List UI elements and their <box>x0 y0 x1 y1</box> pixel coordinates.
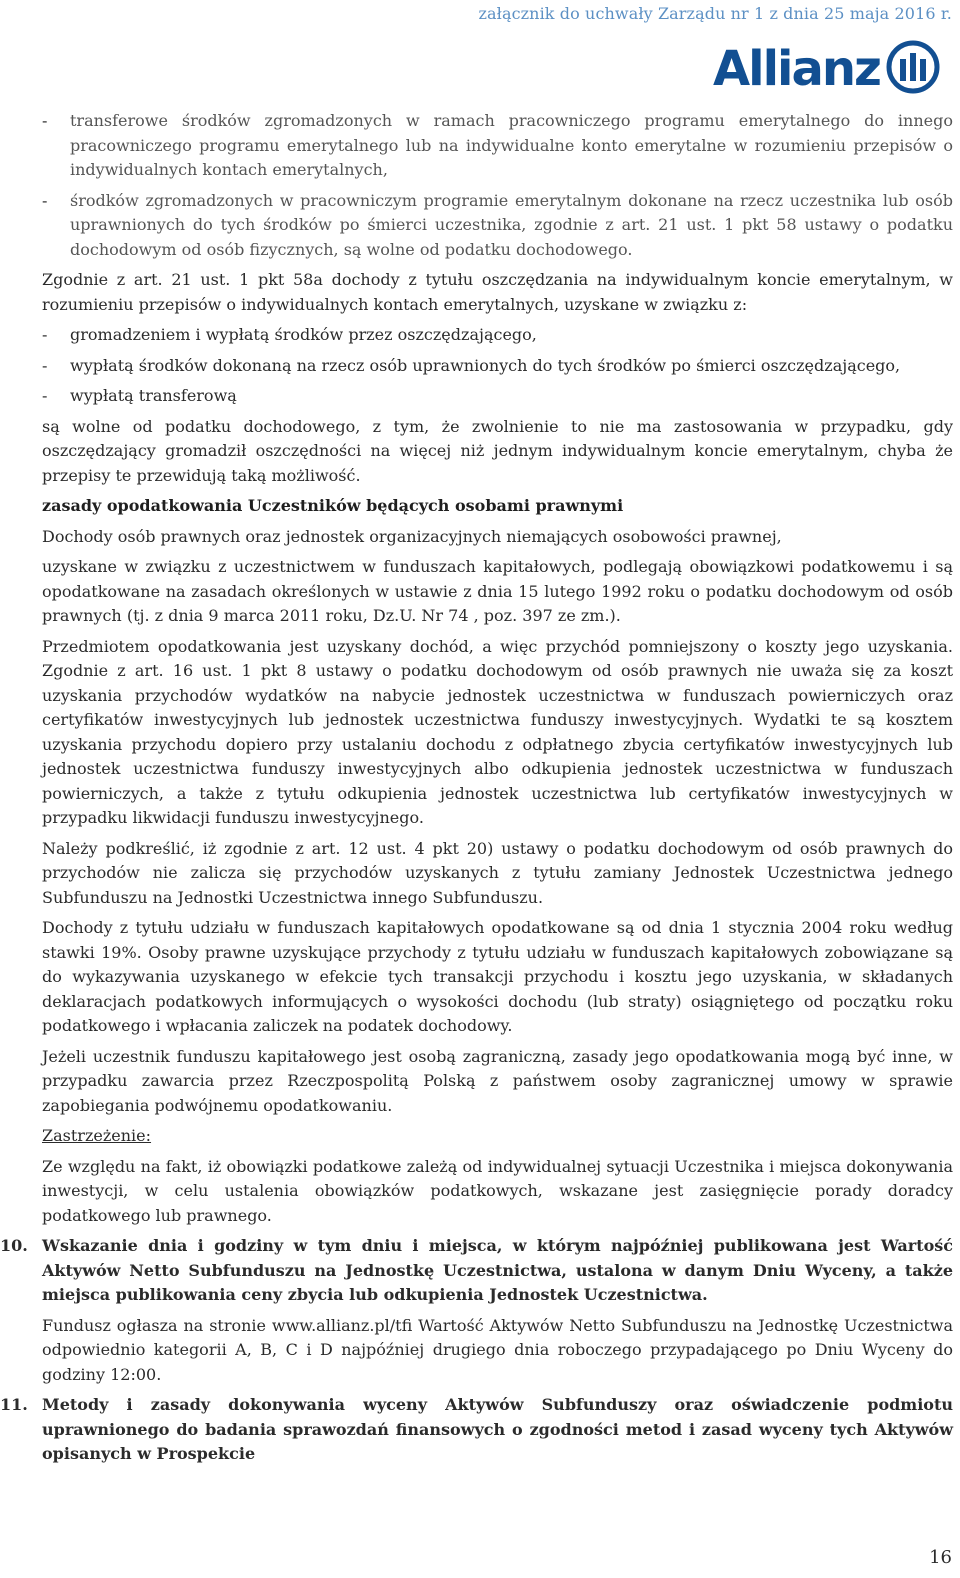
dash-item-text: środków zgromadzonych w pracowniczym programie emerytalnym dokonane na rzecz uczestnika lub osób uprawnionych do tych środków po śmierci uczestnika, zgodnie z art. 21 ust. 1 pkt 58 ustawy o podatku dochodowym od osób fizycznych, są wolne od podatku dochodowego. <box>70 190 953 259</box>
dash-item: - środków zgromadzonych w pracowniczym programie emerytalnym dokonane na rzecz uczestnika lub osób uprawnionych do tych środków po śmierci uczestnika, zgodnie z art. 21 ust. 1 pkt 58 ustawy o podatku dochodowym od osób fizycznych, są wolne od podatku dochodowego. <box>42 189 953 263</box>
section-number: 10. <box>0 1236 28 1255</box>
dash-item: - wypłatą transferową <box>42 384 953 409</box>
dash-item: - transferowe środków zgromadzonych w ramach pracowniczego programu emerytalnego do innego pracowniczego programu emerytalnego lub na indywidualne konto emerytalne w rozumieniu przepisów o indywidualnych kontach emerytalnych, <box>42 109 953 183</box>
dash-item-text: transferowe środków zgromadzonych w ramach pracowniczego programu emerytalnego do innego pracowniczego programu emerytalnego lub na indywidualne konto emerytalne w rozumieniu przepisów o indywidualnych kontach emerytalnych, <box>70 111 953 179</box>
paragraph: uzyskane w związku z uczestnictwem w funduszach kapitałowych, podlegają obowiązkowi podatkowemu i są opodatkowane na zasadach określonych w ustawie z dnia 15 lutego 1992 roku o podatku dochodowym od osób prawnych (tj. z dnia 9 marca 2011 roku, Dz.U. Nr 74 , poz. 397 ze zm.). <box>42 557 953 625</box>
section-title: Wskazanie dnia i godziny w tym dniu i miejsca, w którym najpóźniej publikowana jest Wartość Aktywów Netto Subfunduszu na Jednostkę Uczestnictwa, ustalona w danym Dniu Wyceny, a także miejsca publikowania ceny zbycia lub odkupienia Jednostek Uczestnictwa. <box>42 1236 953 1304</box>
document-body <box>0 109 953 1473</box>
paragraph: Zgodnie z art. 21 ust. 1 pkt 58a dochody z tytułu oszczędzania na indywidualnym koncie emerytalnym, w rozumieniu przepisów o indywidualnych kontach emerytalnych, uzyskane w związku z: <box>42 270 953 314</box>
paragraph: Jeżeli uczestnik funduszu kapitałowego jest osobą zagraniczną, zasady jego opodatkowania mogą być inne, w przypadku zawarcia przez Rzeczpospolitą Polską z państwem osoby zagranicznej umowy w sprawie zapobiegania podwójnemu opodatkowaniu. <box>42 1046 953 1115</box>
dash-item-text: gromadzeniem i wypłatą środków przez oszczędzającego, <box>70 325 537 344</box>
paragraph: są wolne od podatku dochodowego, z tym, że zwolnienie to nie ma zastosowania w przypadku, gdy oszczędzający gromadził oszczędności na więcej niż jednym indywidualnym koncie emerytalnym, chyba że przepisy te przewidują taką możliwość. <box>42 416 953 485</box>
reservation-label: Zastrzeżenie: <box>42 1126 152 1145</box>
paragraph: Ze względu na fakt, iż obowiązki podatkowe zależą od indywidualnej sytuacji Uczestnika i miejsca dokonywania inwestycji, w celu ustalenia obowiązków podatkowych, wskazane jest zasięgnięcie porady doradcy podatkowego lub prawnego. <box>42 1156 953 1225</box>
section-heading: zasady opodatkowania Uczestników będących osobami prawnymi <box>42 496 624 515</box>
page-number: 16 <box>929 1547 952 1568</box>
allianz-logo <box>713 40 940 98</box>
dash-item-text: wypłatą transferową <box>70 386 237 405</box>
dash-item: - wypłatą środków dokonaną na rzecz osób uprawnionych do tych środków po śmierci oszczędzającego, <box>42 354 953 379</box>
dash-item: - gromadzeniem i wypłatą środków przez oszczędzającego, <box>42 323 953 348</box>
paragraph: Należy podkreślić, iż zgodnie z art. 12 ust. 4 pkt 20) ustawy o podatku dochodowym od osób prawnych do przychodów nie zalicza się przychodów uzyskanych z tytułu zamiany Jednostek Uczestnictwa jednego Subfunduszu na Jednostki Uczestnictwa innego Subfunduszu. <box>42 838 953 907</box>
paragraph: Przedmiotem opodatkowania jest uzyskany dochód, a więc przychód pomniejszony o koszty jego uzyskania. Zgodnie z art. 16 ust. 1 pkt 8 ustawy o podatku dochodowym od osób prawnych nie uważa się za koszt uzyskania przychodów wydatków na nabycie jednostek uczestnictwa w funduszach powierniczych oraz certyfikatów inwestycyjnych lub jednostek uczestnictwa funduszy inwestycyjnych. Wydatki te są kosztem uzyskania przychodu dopiero przy ustalaniu dochodu z odpłatnego zbycia certyfikatów inwestycyjnych lub jednostek uczestnictwa funduszy inwestycyjnych albo odkupienia jednostek uczestnictwa w funduszach powierniczych, a także z tytułu odkupienia jednostek uczestnictwa lub certyfikatów inwestycyjnych w przypadku likwidacji funduszu inwestycyjnego. <box>42 636 953 827</box>
paragraph: Dochody z tytułu udziału w funduszach kapitałowych opodatkowane są od dnia 1 stycznia 2004 roku według stawki 19%. Osoby prawne uzyskujące przychody z tytułu udziału w funduszach kapitałowych zobowiązane są do wykazywania uzyskanego w efekcie tych transakcji przychodu i kosztu jego uzyskania, w składanych deklaracjach podatkowych informujących o wysokości dochodu (lub straty) osiągniętego od początku roku podatkowego i wpłacania zaliczek na podatek dochodowy. <box>42 918 953 1035</box>
numbered-section-11 <box>0 1393 953 1467</box>
allianz-eagle-icon <box>886 40 940 98</box>
section-number: 11. <box>0 1395 28 1414</box>
numbered-section-10 <box>0 1234 953 1308</box>
paragraph: Fundusz ogłasza na stronie www.allianz.pl/tfi Wartość Aktywów Netto Subfunduszu na Jednostkę Uczestnictwa odpowiednio kategorii A, B, C i D najpóźniej drugiego dnia roboczego przypadającego po Dniu Wyceny do godziny 12:00. <box>42 1315 953 1384</box>
logo-wordmark: Allianz <box>712 41 880 97</box>
section-title: Metody i zasady dokonywania wyceny Aktywów Subfunduszy oraz oświadczenie podmiotu uprawnionego do badania sprawozdań finansowych o zgodności metod i zasad wyceny tych Aktywów opisanych w Prospekcie <box>42 1395 953 1463</box>
dash-item-text: wypłatą środków dokonaną na rzecz osób uprawnionych do tych środków po śmierci oszczędzającego, <box>70 355 901 375</box>
paragraph: Dochody osób prawnych oraz jednostek organizacyjnych niemających osobowości prawnej, <box>42 526 782 546</box>
header-note: załącznik do uchwały Zarządu nr 1 z dnia 25 maja 2016 r. <box>478 4 952 23</box>
